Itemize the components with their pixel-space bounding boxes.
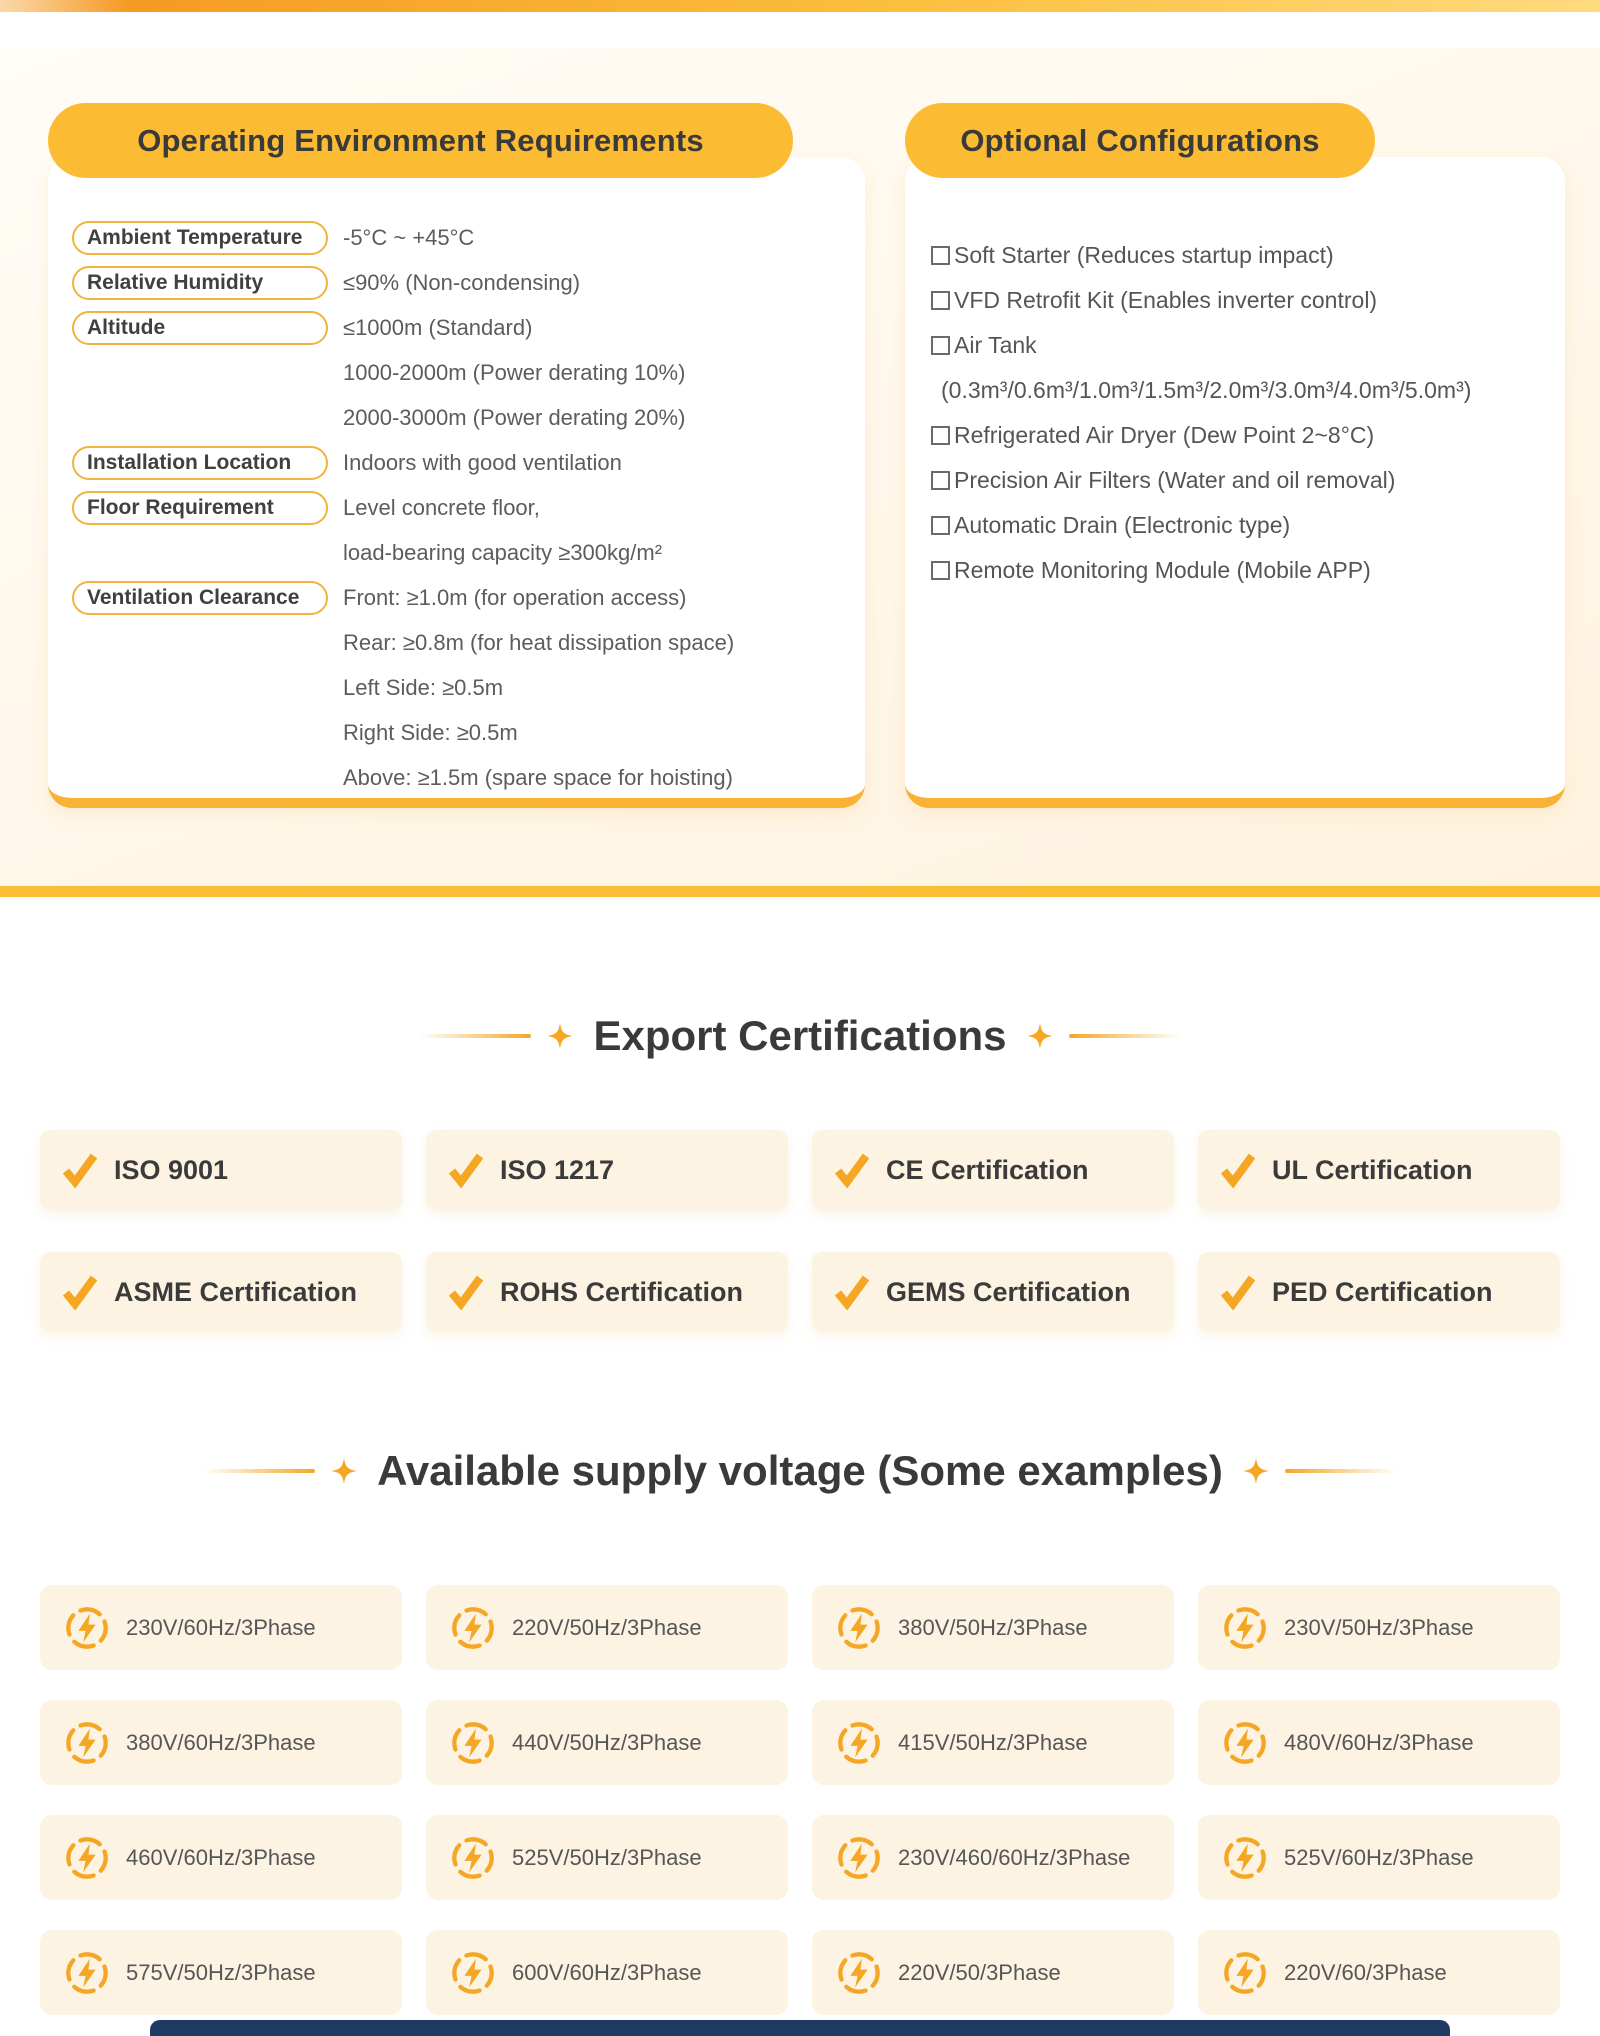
spec-row xyxy=(72,755,847,800)
lightning-bolt-icon xyxy=(1222,1720,1268,1766)
voltage-label: 440V/50Hz/3Phase xyxy=(512,1729,702,1755)
voltage-option-card xyxy=(812,1930,1174,2015)
optional-config-label: Precision Air Filters (Water and oil removal) xyxy=(954,467,1396,493)
spec-row xyxy=(72,215,847,260)
lightning-bolt-icon xyxy=(1222,1605,1268,1651)
checkbox-icon xyxy=(931,246,950,265)
optional-config-list xyxy=(931,233,1547,593)
spec-label-pill: Altitude xyxy=(72,311,328,345)
check-icon xyxy=(448,1274,484,1310)
voltage-option-card xyxy=(40,1585,402,1670)
decor-line xyxy=(1069,1034,1181,1038)
voltage-label: 220V/50/3Phase xyxy=(898,1959,1061,1985)
voltage-title-text: Available supply voltage (Some examples) xyxy=(377,1447,1223,1494)
lightning-bolt-icon xyxy=(836,1605,882,1651)
spec-label-pill xyxy=(72,356,328,390)
spec-value: ≤1000m (Standard) xyxy=(343,314,533,340)
check-icon xyxy=(834,1274,870,1310)
spec-label-pill xyxy=(72,761,328,795)
optional-configurations-card xyxy=(905,103,1565,808)
optional-config-item xyxy=(931,503,1547,548)
lightning-bolt-icon xyxy=(836,1720,882,1766)
lightning-bolt-icon xyxy=(1222,1950,1268,1996)
spec-value: Level concrete floor, xyxy=(343,494,540,520)
optional-config-label: Remote Monitoring Module (Mobile APP) xyxy=(954,557,1371,583)
spec-value: ≤90% (Non-condensing) xyxy=(343,269,581,295)
spec-value: Front: ≥1.0m (for operation access) xyxy=(343,584,687,610)
operating-environment-body xyxy=(48,157,865,808)
lightning-bolt-icon xyxy=(64,1720,110,1766)
voltage-grid xyxy=(40,1585,1560,2015)
voltage-option-card xyxy=(1198,1700,1560,1785)
voltage-label: 380V/60Hz/3Phase xyxy=(126,1729,316,1755)
voltage-option-card xyxy=(1198,1930,1560,2015)
spec-value: Right Side: ≥0.5m xyxy=(343,719,518,745)
specs-section xyxy=(0,48,1600,886)
spec-rows xyxy=(72,215,847,800)
voltage-label: 230V/50Hz/3Phase xyxy=(1284,1614,1474,1640)
optional-config-item xyxy=(931,368,1547,413)
lightning-bolt-icon xyxy=(836,1835,882,1881)
optional-config-item xyxy=(931,323,1547,368)
lightning-bolt-icon xyxy=(64,1835,110,1881)
section-divider-bar xyxy=(0,886,1600,897)
optional-config-label: Air Tank xyxy=(954,332,1037,358)
spec-value: Rear: ≥0.8m (for heat dissipation space) xyxy=(343,629,735,655)
footer-bar xyxy=(150,2020,1450,2036)
voltage-option-card xyxy=(812,1700,1174,1785)
certification-label: ROHS Certification xyxy=(500,1276,744,1307)
certification-badge xyxy=(426,1130,788,1210)
voltage-label: 415V/50Hz/3Phase xyxy=(898,1729,1088,1755)
spec-label-pill: Ambient Temperature xyxy=(72,221,328,255)
spec-label-pill xyxy=(72,671,328,705)
optional-config-label: Automatic Drain (Electronic type) xyxy=(954,512,1291,538)
sparkle-star-icon xyxy=(547,1023,573,1049)
voltage-label: 220V/60/3Phase xyxy=(1284,1959,1447,1985)
spec-row xyxy=(72,395,847,440)
operating-environment-card xyxy=(48,103,865,808)
spec-row xyxy=(72,665,847,710)
spec-label-pill: Ventilation Clearance xyxy=(72,581,328,615)
voltage-label: 230V/460/60Hz/3Phase xyxy=(898,1844,1131,1870)
voltage-option-card xyxy=(426,1585,788,1670)
spec-value: 1000-2000m (Power derating 10%) xyxy=(343,359,686,385)
voltage-label: 575V/50Hz/3Phase xyxy=(126,1959,316,1985)
certifications-title-text: Export Certifications xyxy=(593,1012,1007,1059)
spec-label-pill: Relative Humidity xyxy=(72,266,328,300)
spec-label-pill xyxy=(72,401,328,435)
check-icon xyxy=(62,1274,98,1310)
checkbox-icon xyxy=(931,291,950,310)
spec-label-pill xyxy=(72,536,328,570)
decor-line xyxy=(419,1034,531,1038)
certification-label: GEMS Certification xyxy=(886,1276,1131,1307)
spec-value: Above: ≥1.5m (spare space for hoisting) xyxy=(343,764,733,790)
certification-label: ISO 9001 xyxy=(114,1154,229,1185)
certification-badge xyxy=(1198,1130,1560,1210)
optional-config-label: VFD Retrofit Kit (Enables inverter control) xyxy=(954,287,1378,313)
spec-row xyxy=(72,530,847,575)
voltage-option-card xyxy=(1198,1585,1560,1670)
voltage-heading xyxy=(0,1447,1600,1495)
voltage-option-card xyxy=(812,1585,1174,1670)
optional-config-label: Refrigerated Air Dryer (Dew Point 2~8°C) xyxy=(954,422,1375,448)
spec-value: -5°C ~ +45°C xyxy=(343,224,475,250)
lightning-bolt-icon xyxy=(836,1950,882,1996)
sparkle-star-icon xyxy=(1243,1458,1269,1484)
voltage-label: 525V/50Hz/3Phase xyxy=(512,1844,702,1870)
spec-label-pill xyxy=(72,626,328,660)
lightning-bolt-icon xyxy=(64,1950,110,1996)
check-icon xyxy=(448,1152,484,1188)
lightning-bolt-icon xyxy=(1222,1835,1268,1881)
optional-config-label: (0.3m³/0.6m³/1.0m³/1.5m³/2.0m³/3.0m³/4.0m³/5.0m³) xyxy=(941,377,1472,403)
spec-row xyxy=(72,260,847,305)
lightning-bolt-icon xyxy=(450,1720,496,1766)
spec-label-pill: Installation Location xyxy=(72,446,328,480)
checkbox-icon xyxy=(931,336,950,355)
certification-label: ASME Certification xyxy=(114,1276,358,1307)
voltage-label: 220V/50Hz/3Phase xyxy=(512,1614,702,1640)
checkbox-icon xyxy=(931,426,950,445)
voltage-option-card xyxy=(40,1815,402,1900)
spec-row xyxy=(72,440,847,485)
operating-environment-title: Operating Environment Requirements xyxy=(48,103,793,178)
optional-configurations-body xyxy=(905,157,1565,808)
optional-config-item xyxy=(931,548,1547,593)
spec-row xyxy=(72,485,847,530)
spec-value: 2000-3000m (Power derating 20%) xyxy=(343,404,686,430)
decor-line xyxy=(203,1469,315,1473)
decor-line xyxy=(1285,1469,1397,1473)
certification-badge xyxy=(812,1130,1174,1210)
optional-config-item xyxy=(931,458,1547,503)
voltage-label: 230V/60Hz/3Phase xyxy=(126,1614,316,1640)
voltage-label: 460V/60Hz/3Phase xyxy=(126,1844,316,1870)
lightning-bolt-icon xyxy=(450,1835,496,1881)
lightning-bolt-icon xyxy=(450,1605,496,1651)
spec-value: Left Side: ≥0.5m xyxy=(343,674,504,700)
voltage-option-card xyxy=(426,1700,788,1785)
spec-row xyxy=(72,350,847,395)
certification-badge xyxy=(40,1130,402,1210)
sparkle-star-icon xyxy=(1027,1023,1053,1049)
certifications-heading xyxy=(0,1012,1600,1060)
checkbox-icon xyxy=(931,561,950,580)
voltage-option-card xyxy=(40,1700,402,1785)
optional-config-item xyxy=(931,278,1547,323)
voltage-option-card xyxy=(426,1815,788,1900)
voltage-label: 525V/60Hz/3Phase xyxy=(1284,1844,1474,1870)
certification-label: CE Certification xyxy=(886,1154,1089,1185)
optional-config-item xyxy=(931,413,1547,458)
spec-row xyxy=(72,710,847,755)
spec-row xyxy=(72,575,847,620)
voltage-option-card xyxy=(1198,1815,1560,1900)
lightning-bolt-icon xyxy=(450,1950,496,1996)
voltage-label: 380V/50Hz/3Phase xyxy=(898,1614,1088,1640)
checkbox-icon xyxy=(931,471,950,490)
certification-badge xyxy=(812,1252,1174,1332)
optional-config-item xyxy=(931,233,1547,278)
check-icon xyxy=(1220,1152,1256,1188)
spec-row xyxy=(72,305,847,350)
check-icon xyxy=(62,1152,98,1188)
spec-label-pill: Floor Requirement xyxy=(72,491,328,525)
voltage-option-card xyxy=(812,1815,1174,1900)
voltage-option-card xyxy=(40,1930,402,2015)
spec-label-pill xyxy=(72,716,328,750)
spec-row xyxy=(72,620,847,665)
voltage-option-card xyxy=(426,1930,788,2015)
spec-value: load-bearing capacity ≥300kg/m² xyxy=(343,539,663,565)
lower-section xyxy=(0,1012,1600,2015)
certification-label: PED Certification xyxy=(1272,1276,1493,1307)
certification-badge xyxy=(426,1252,788,1332)
check-icon xyxy=(1220,1274,1256,1310)
certification-badge xyxy=(1198,1252,1560,1332)
sparkle-star-icon xyxy=(331,1458,357,1484)
top-accent-bar xyxy=(0,0,1600,12)
optional-config-label: Soft Starter (Reduces startup impact) xyxy=(954,242,1334,268)
certification-badge xyxy=(40,1252,402,1332)
voltage-label: 480V/60Hz/3Phase xyxy=(1284,1729,1474,1755)
certification-label: ISO 1217 xyxy=(500,1154,615,1185)
voltage-label: 600V/60Hz/3Phase xyxy=(512,1959,702,1985)
certification-label: UL Certification xyxy=(1272,1154,1473,1185)
certifications-grid xyxy=(40,1130,1560,1332)
spec-value: Indoors with good ventilation xyxy=(343,449,622,475)
check-icon xyxy=(834,1152,870,1188)
lightning-bolt-icon xyxy=(64,1605,110,1651)
optional-configurations-title: Optional Configurations xyxy=(905,103,1375,178)
checkbox-icon xyxy=(931,516,950,535)
